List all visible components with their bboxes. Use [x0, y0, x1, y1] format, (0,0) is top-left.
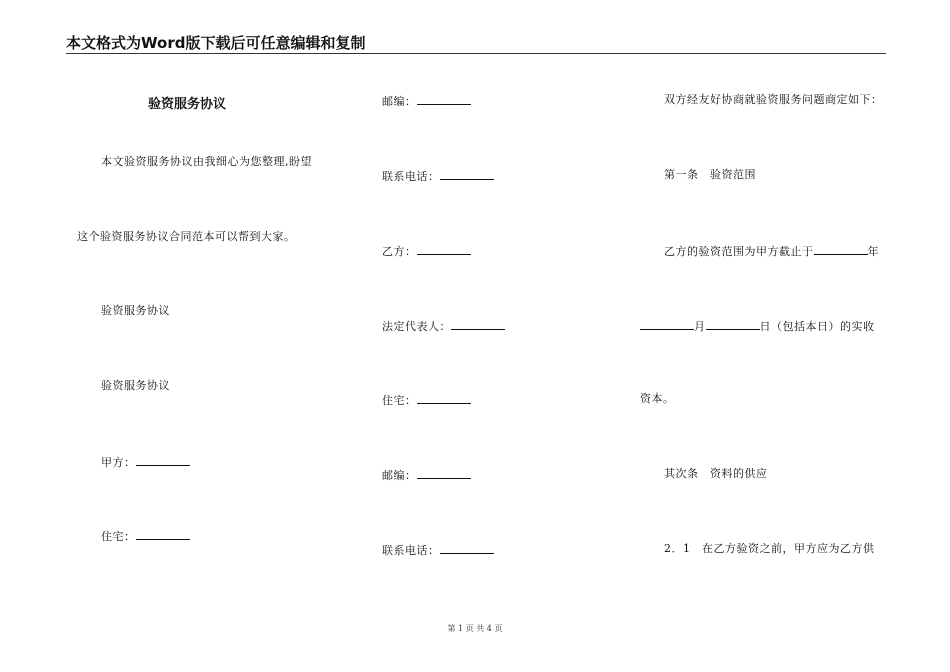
postcode-label: 邮编： — [382, 95, 417, 108]
party-a-postcode-line — [382, 93, 471, 109]
party-a-label: 甲方： — [101, 456, 136, 469]
postcode-blank — [417, 93, 471, 105]
party-b-address-line — [382, 392, 471, 408]
party-a-address-blank — [136, 528, 190, 540]
scope-line-2 — [640, 318, 875, 334]
section-heading-1: 验资服务协议 — [101, 304, 170, 317]
article-1-heading: 第一条 验资范围 — [664, 168, 756, 181]
party-b-address-label: 住宅： — [382, 394, 417, 407]
header-divider — [66, 53, 886, 54]
legal-rep-line — [382, 318, 505, 334]
party-a-address-line — [101, 528, 190, 544]
party-b-phone-blank — [440, 542, 494, 554]
scope-blank-1 — [814, 243, 868, 255]
scope-year-label: 年 — [867, 245, 879, 258]
article-2-heading: 其次条 资料的供应 — [664, 467, 768, 480]
preamble: 双方经友好协商就验资服务问题商定如下： — [664, 93, 883, 106]
intro-line-2: 这个验资服务协议合同范本可以帮到大家。 — [77, 230, 296, 243]
page-header: 本文格式为Word版下载后可任意编辑和复制 — [66, 34, 366, 52]
phone-label: 联系电话： — [382, 170, 440, 183]
page-footer: 第 1 页 共 4 页 — [447, 624, 503, 633]
legal-rep-label: 法定代表人： — [382, 320, 451, 333]
clause-2-1: 2．1 在乙方验资之前，甲方应为乙方供 — [664, 542, 875, 555]
party-b-phone-line — [382, 542, 494, 558]
party-b-label: 乙方： — [382, 245, 417, 258]
party-b-phone-label: 联系电话： — [382, 544, 440, 557]
scope-blank-month — [640, 318, 694, 330]
party-b-postcode-label: 邮编： — [382, 469, 417, 482]
scope-blank-day — [706, 318, 760, 330]
party-b-postcode-blank — [417, 467, 471, 479]
legal-rep-blank — [451, 318, 505, 330]
party-a-address-label: 住宅： — [101, 530, 136, 543]
party-a-blank — [136, 454, 190, 466]
phone-blank — [440, 168, 494, 180]
scope-month-label: 月 — [694, 320, 706, 333]
party-b-address-blank — [417, 392, 471, 404]
document-title: 验资服务协议 — [148, 97, 227, 112]
scope-text-1: 乙方的验资范围为甲方截止于 — [664, 245, 814, 258]
scope-text-2: 日（包括本日）的实收 — [759, 320, 875, 333]
party-a-phone-line — [382, 168, 494, 184]
scope-line-3: 资本。 — [640, 392, 675, 405]
party-a-line — [101, 454, 190, 470]
party-b-blank — [417, 243, 471, 255]
party-b-line — [382, 243, 471, 259]
party-b-postcode-line — [382, 467, 471, 483]
scope-line-1 — [664, 243, 879, 259]
section-heading-2: 验资服务协议 — [101, 379, 170, 392]
intro-line-1: 本文验资服务协议由我细心为您整理,盼望 — [101, 155, 312, 168]
